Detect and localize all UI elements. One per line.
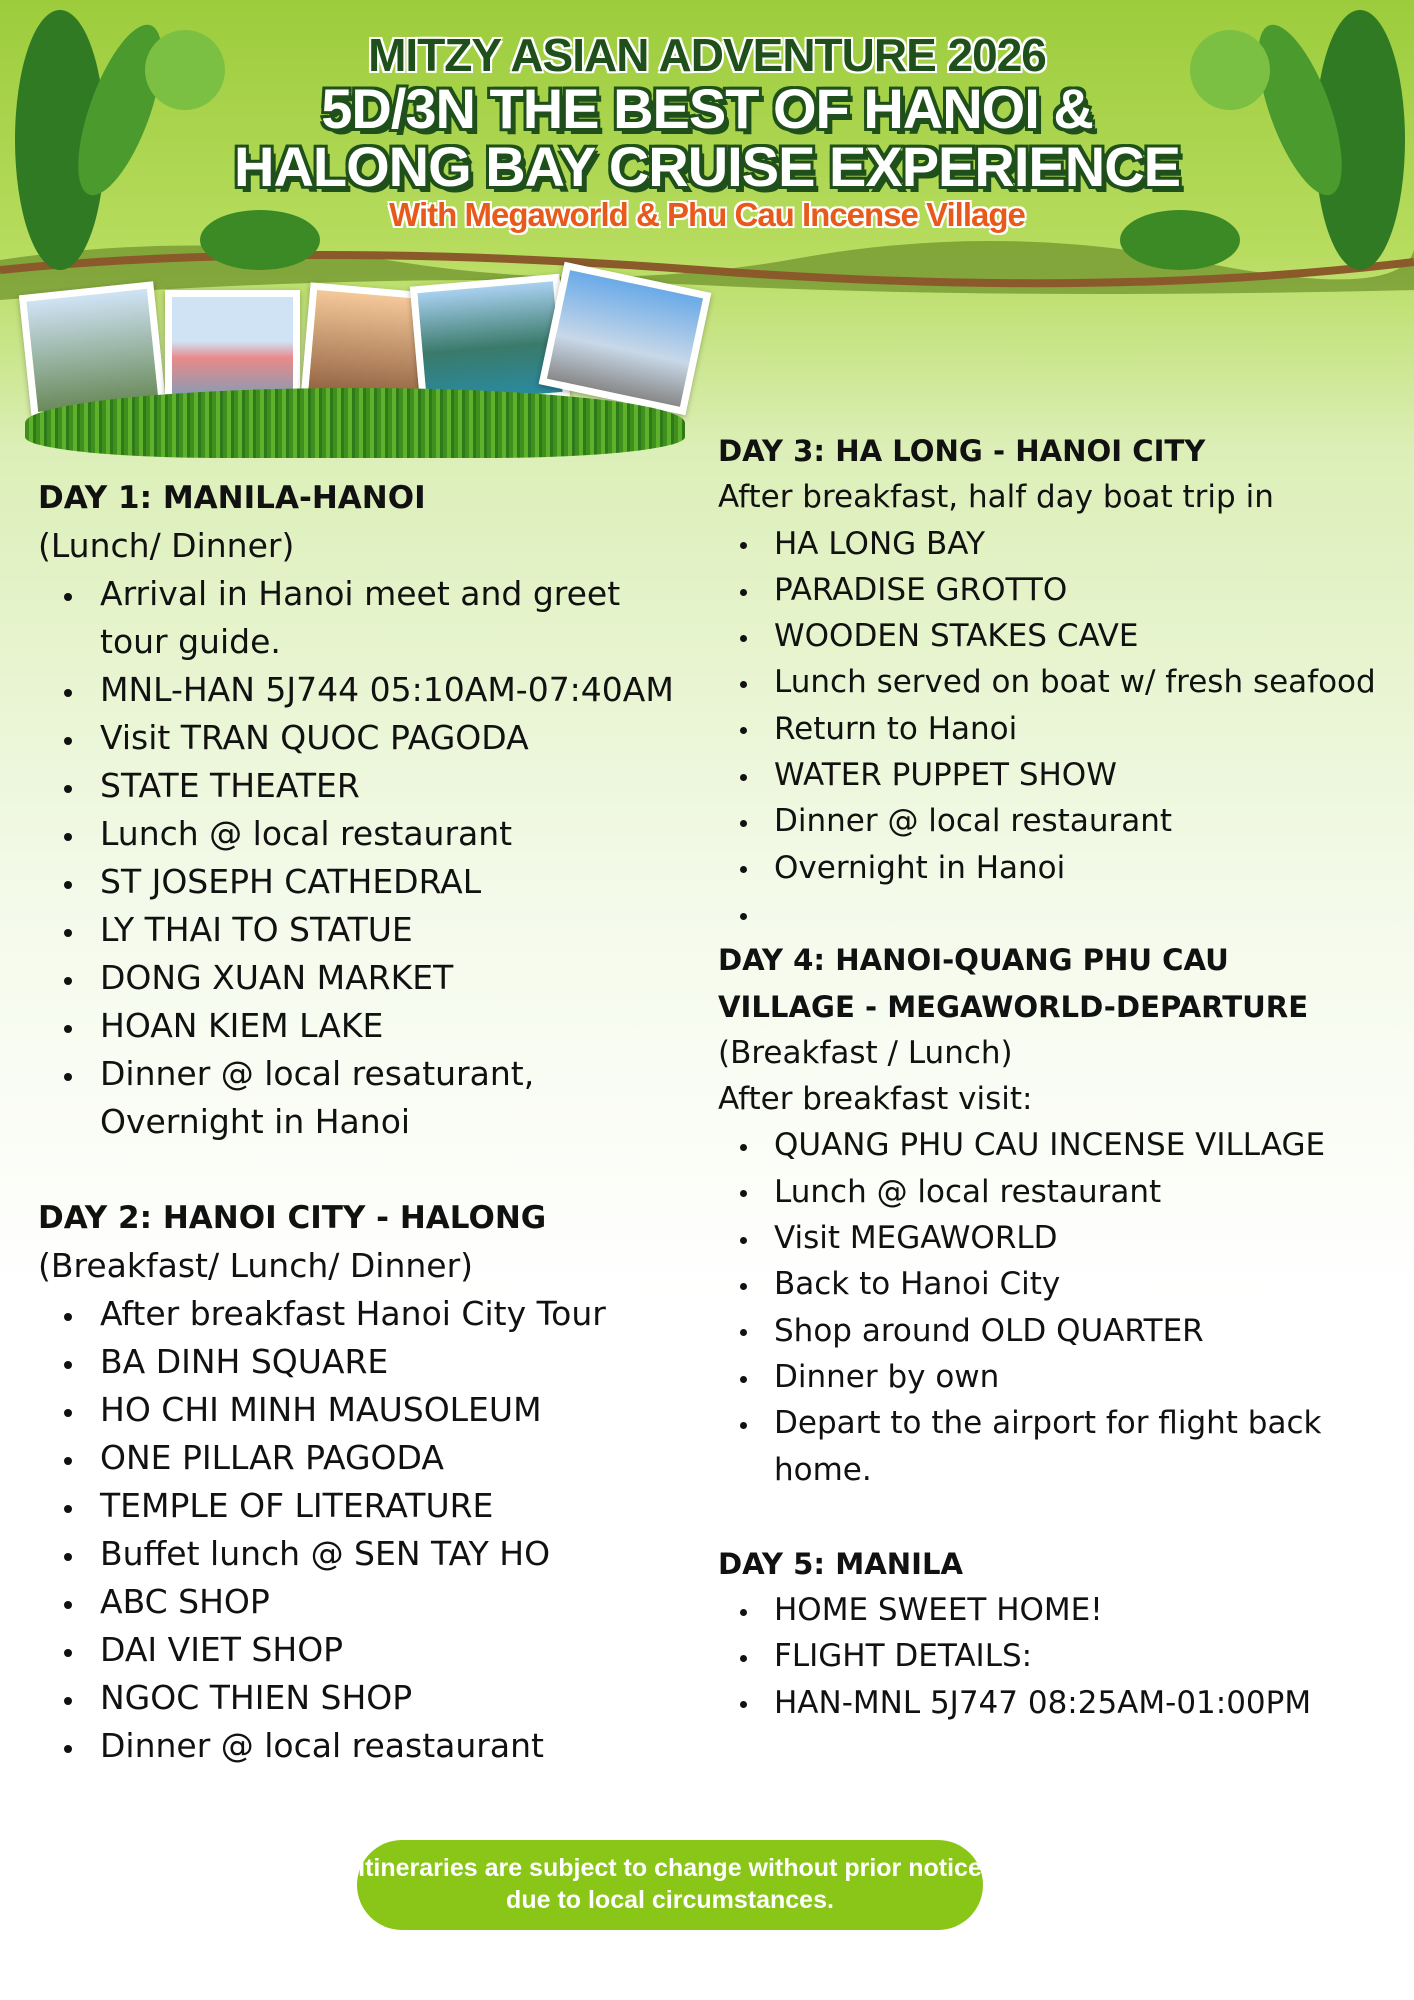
day3-list	[718, 521, 1398, 938]
day1-item: MNL-HAN 5J744 05:10AM-07:40AM	[38, 666, 678, 714]
day3-item: WOODEN STAKES CAVE	[718, 613, 1398, 659]
day4-section	[718, 937, 1398, 1493]
day1-item: Arrival in Hanoi meet and greet tour guide.	[38, 570, 678, 666]
day3-item: WATER PUPPET SHOW	[718, 752, 1398, 798]
subtitle: With Megaworld & Phu Cau Incense Village	[389, 196, 1025, 233]
main-title	[0, 77, 1414, 198]
day4-item: Lunch @ local restaurant	[718, 1169, 1398, 1215]
day1-item: ST JOSEPH CATHEDRAL	[38, 858, 678, 906]
day2-item: ONE PILLAR PAGODA	[38, 1434, 678, 1482]
day4-item: Shop around OLD QUARTER	[718, 1308, 1398, 1354]
day2-item: NGOC THIEN SHOP	[38, 1674, 678, 1722]
day1-item: LY THAI TO STATUE	[38, 906, 678, 954]
day2-title: DAY 2: HANOI CITY - HALONG	[38, 1200, 547, 1236]
day2-item: TEMPLE OF LITERATURE	[38, 1482, 678, 1530]
photo-collage	[25, 268, 705, 468]
day4-item: Dinner by own	[718, 1354, 1398, 1400]
day3-intro: After breakfast, half day boat trip in	[718, 479, 1274, 516]
day3-section	[718, 428, 1398, 937]
day5-section	[718, 1541, 1398, 1726]
day5-item: FLIGHT DETAILS:	[718, 1633, 1398, 1679]
day2-meals: (Breakfast/ Lunch/ Dinner)	[38, 1246, 474, 1285]
day2-section	[38, 1194, 678, 1770]
day2-item: BA DINH SQUARE	[38, 1338, 678, 1386]
day1-section	[38, 474, 678, 1146]
day2-list	[38, 1290, 678, 1770]
day4-item: Depart to the airport for flight back home.	[718, 1400, 1398, 1493]
grass-decoration	[25, 388, 685, 458]
day3-item	[718, 891, 1398, 937]
day1-item: STATE THEATER	[38, 762, 678, 810]
disclaimer-banner: Itineraries are subject to change without prior notice due to local circumstances.	[357, 1840, 983, 1930]
day1-list	[38, 570, 678, 1146]
day2-item: Buffet lunch @ SEN TAY HO	[38, 1530, 678, 1578]
day2-item: ABC SHOP	[38, 1578, 678, 1626]
day4-item: QUANG PHU CAU INCENSE VILLAGE	[718, 1122, 1398, 1168]
day3-item: Return to Hanoi	[718, 706, 1398, 752]
day2-item: After breakfast Hanoi City Tour	[38, 1290, 678, 1338]
day1-item: HOAN KIEM LAKE	[38, 1002, 678, 1050]
day2-item: Dinner @ local reastaurant	[38, 1722, 678, 1770]
day5-list	[718, 1587, 1398, 1726]
day4-intro: After breakfast visit:	[718, 1081, 1033, 1118]
right-column	[718, 428, 1398, 1726]
day3-item: Dinner @ local restaurant	[718, 798, 1398, 844]
day1-item: Dinner @ local resaturant, Overnight in Hanoi	[38, 1050, 678, 1146]
day3-item: Lunch served on boat w/ fresh seafood	[718, 659, 1398, 705]
day1-meals: (Lunch/ Dinner)	[38, 526, 295, 565]
day1-item: DONG XUAN MARKET	[38, 954, 678, 1002]
day3-title: DAY 3: HA LONG - HANOI CITY	[718, 434, 1206, 468]
day4-list	[718, 1122, 1398, 1492]
left-column	[38, 474, 678, 1770]
day5-item: HOME SWEET HOME!	[718, 1587, 1398, 1633]
day1-item: Visit TRAN QUOC PAGODA	[38, 714, 678, 762]
brand-title: MITZY ASIAN ADVENTURE 2026	[368, 29, 1046, 81]
day2-item: DAI VIET SHOP	[38, 1626, 678, 1674]
day2-item: HO CHI MINH MAUSOLEUM	[38, 1386, 678, 1434]
day3-item: HA LONG BAY	[718, 521, 1398, 567]
day5-item: HAN-MNL 5J747 08:25AM-01:00PM	[718, 1680, 1398, 1726]
day1-title: DAY 1: MANILA-HANOI	[38, 480, 426, 516]
day4-title: DAY 4: HANOI-QUANG PHU CAU VILLAGE - MEGAWORLD-DEPARTURE	[718, 943, 1309, 1024]
day4-item: Back to Hanoi City	[718, 1261, 1398, 1307]
day4-item: Visit MEGAWORLD	[718, 1215, 1398, 1261]
main-title-line2: HALONG BAY CRUISE EXPERIENCE	[234, 135, 1180, 198]
day4-meals: (Breakfast / Lunch)	[718, 1034, 1013, 1071]
day3-item: PARADISE GROTTO	[718, 567, 1398, 613]
day3-item: Overnight in Hanoi	[718, 845, 1398, 891]
day1-item: Lunch @ local restaurant	[38, 810, 678, 858]
main-title-line1: 5D/3N THE BEST OF HANOI &	[321, 77, 1093, 140]
day5-title: DAY 5: MANILA	[718, 1546, 964, 1581]
